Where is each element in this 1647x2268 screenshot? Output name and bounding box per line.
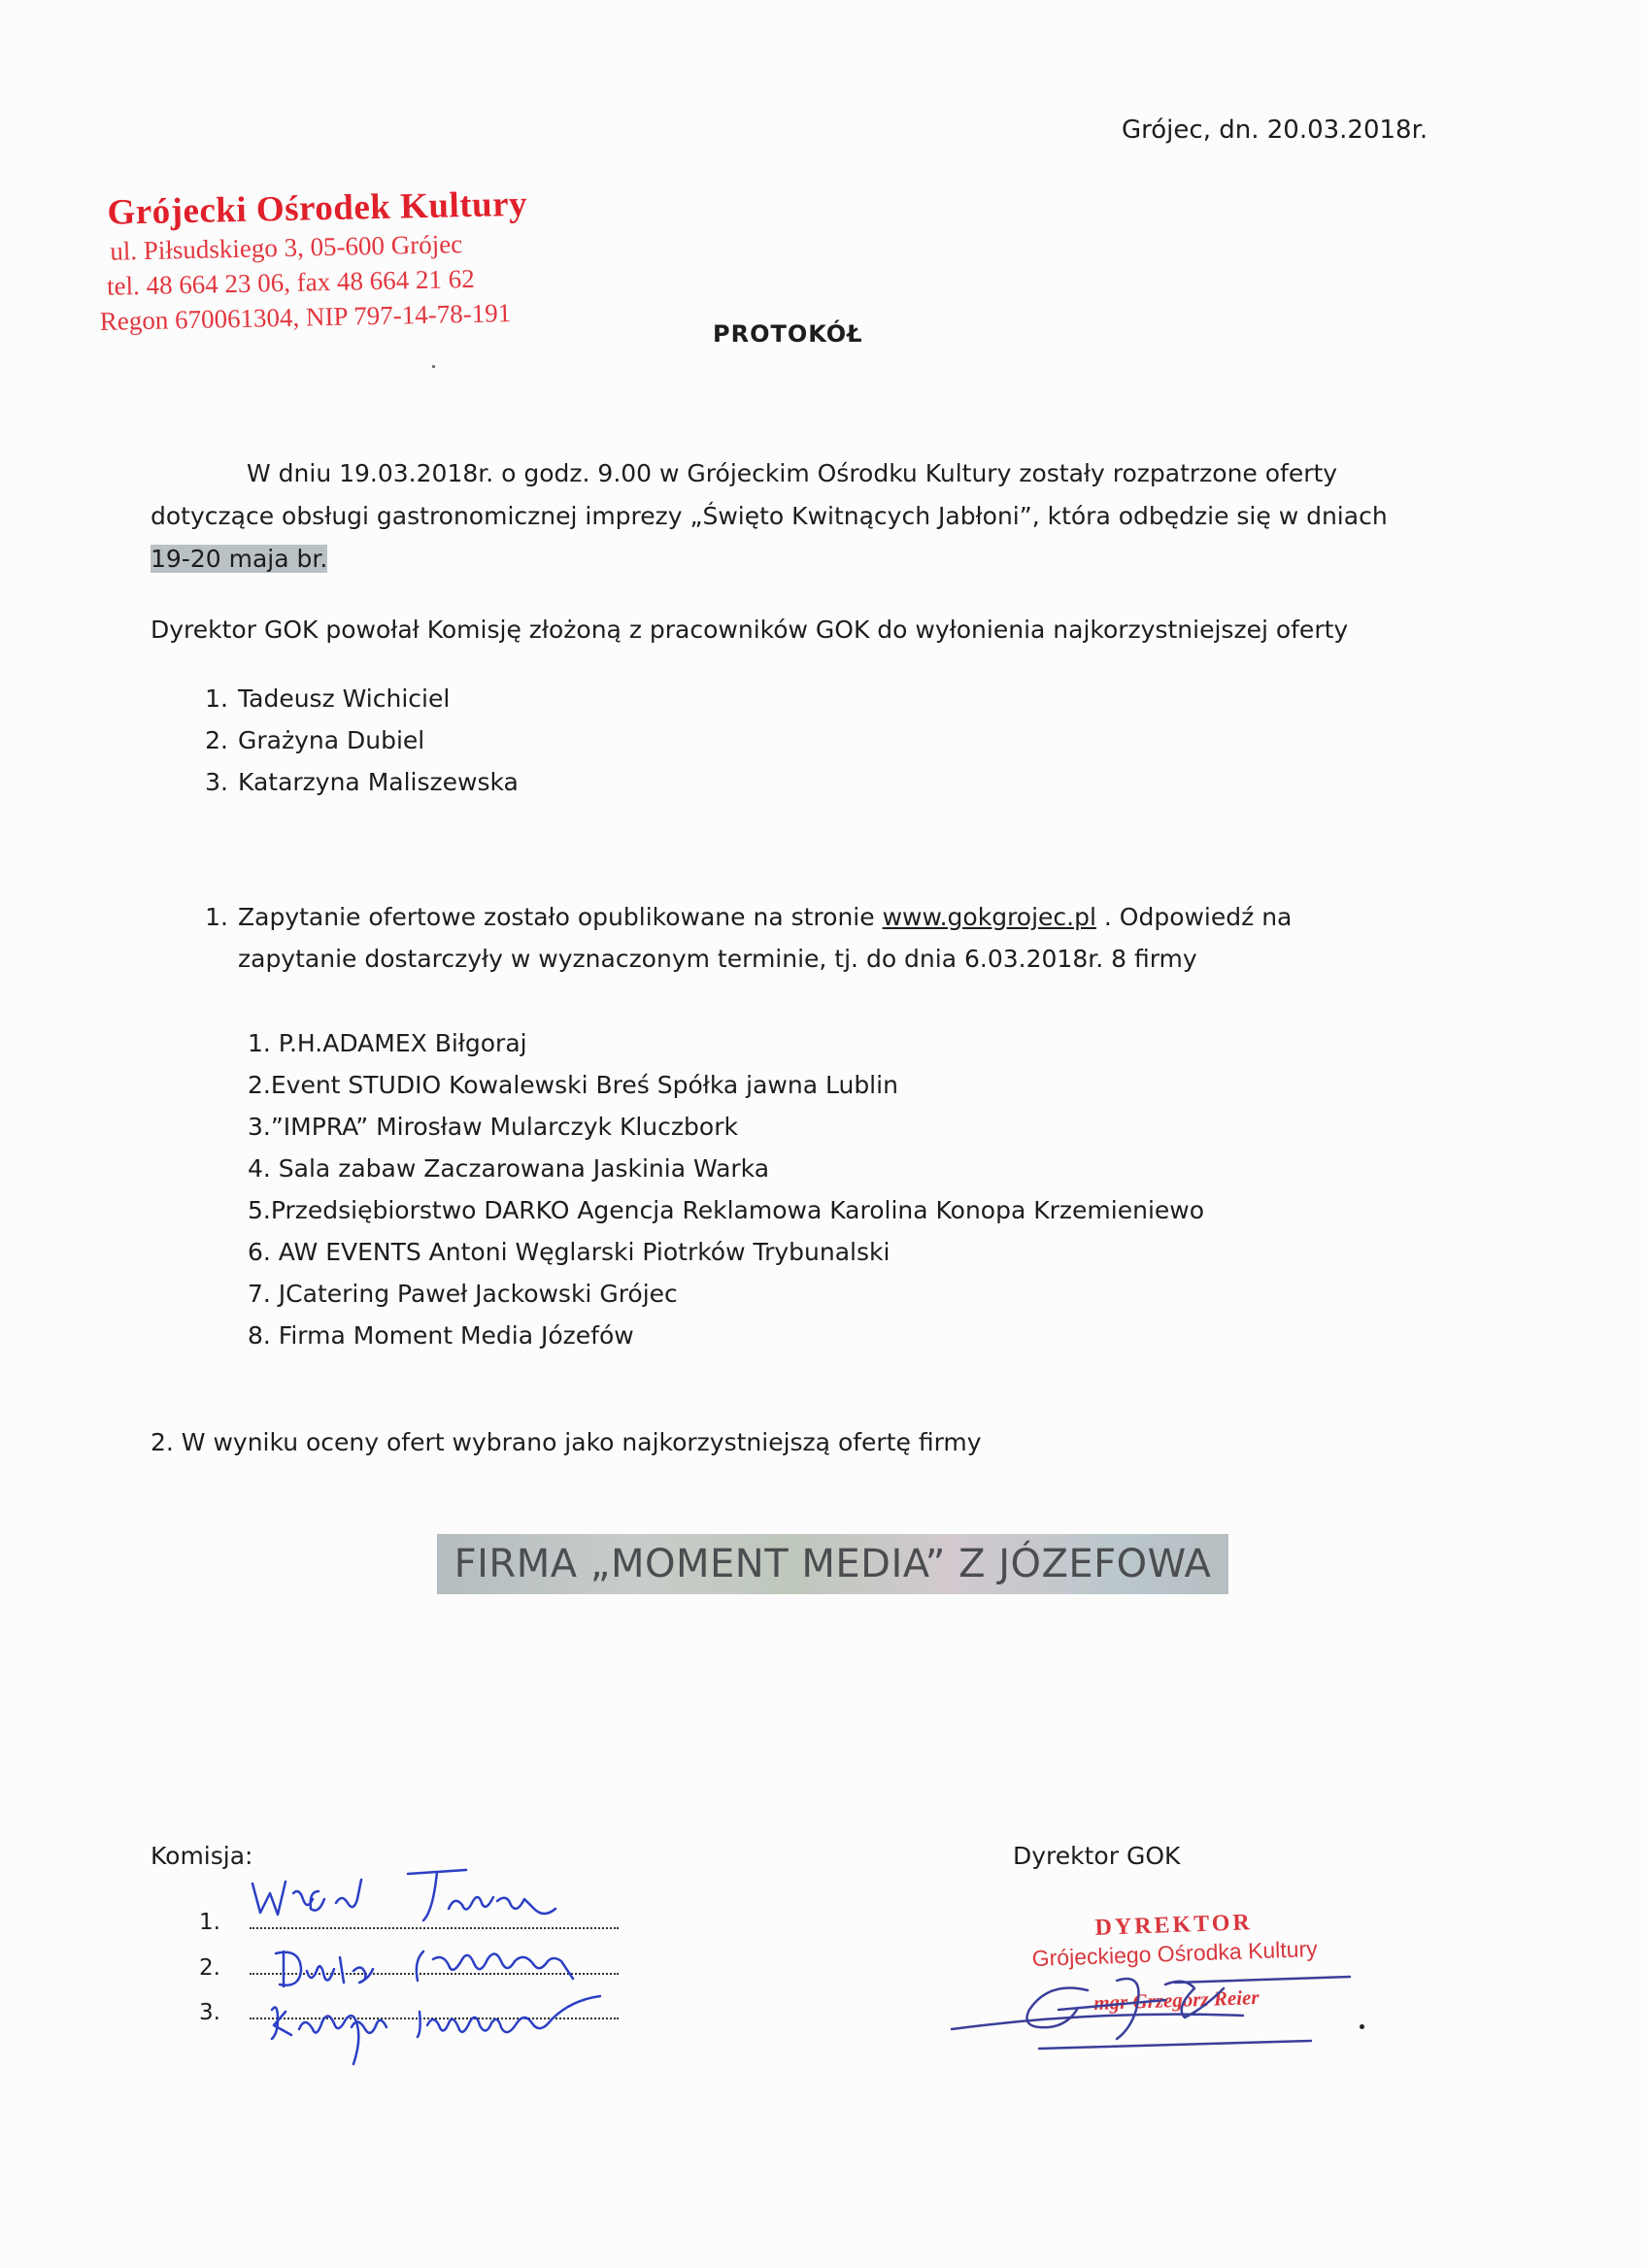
firm-item: 4. Sala zabaw Zaczarowana Jaskinia Warka xyxy=(248,1154,770,1183)
director-stamp-org: Grójeckiego Ośrodka Kultury xyxy=(1031,1935,1319,1972)
director-stamp-title: DYREKTOR xyxy=(1094,1910,1254,1941)
firm-item: 2.Event STUDIO Kowalewski Breś Spółka jawna Lublin xyxy=(248,1071,898,1099)
firm-item: 5.Przedsiębiorstwo DARKO Agencja Reklamowa Karolina Konopa Krzemieniewo xyxy=(248,1196,1205,1224)
dyrektor-label: Dyrektor GOK xyxy=(1013,1842,1181,1870)
signature-row: 2. xyxy=(199,1955,619,1981)
intro-text: W dniu 19.03.2018r. o godz. 9.00 w Grójeckim Ośrodku Kultury zostały rozpatrzone oferty dotyczące obsługi gastronomicznej imprezy „Święto Kwitnących Jabłoni”, która odbędzie się w dniach xyxy=(151,459,1388,530)
intro-highlight-dates: 19-20 maja br. xyxy=(151,545,328,573)
document-page: Grójec, dn. 20.03.2018r. Grójecki Ośrodek Kultury ul. Piłsudskiego 3, 05-600 Grójec tel. 48 664 23 06, fax 48 664 21 62 Regon 670061304, NIP 797-14-78-191 PROTOKÓŁ W dniu 19.03.2018r. o godz. 9.00 w Grójeckim Ośrodku Kultury zostały rozpatrzone oferty dotyczące obsługi gastronomicznej imprezy „Święto Kwitnących Jabłoni”, która odbędzie się w dniach 19-20 maja br. Dyrektor GOK powołał Komisję złożoną z pracowników GOK do wyłonienia najkorzystniejszej oferty 1. Tadeusz Wichiciel 2. Grażyna Dubiel 3. Katarzyna Maliszewska 1. Zapytanie ofertowe zostało opublikowane na stronie www.gokgrojec.pl . Odpowiedź na zapytanie dostarczyły w wyznaczonym terminie, tj. do dnia 6.03.2018r. 8 firmy 1. P.H.ADAMEX Biłgoraj 2.Event STUDIO Kowalewski Breś Spółka jawna Lublin 3.”IMPRA” Mirosław Mularczyk Kluczbork 4. Sala zabaw Zaczarowana Jaskinia Warka 5.Przedsiębiorstwo DARKO Agencja Reklamowa Karolina Konopa Krzemieniewo 6. AW EVENTS Antoni Węglarski Piotrków Trybunalski 7. JCatering Paweł Jackowski Grójec 8. Firma Moment Media Józefów 2. W wyniku oceny ofert wybrano jako najkorzystniejszą ofertę firmy FIRMA „MOMENT MEDIA” Z JÓZEFOWA Komisja: Dyrektor GOK 1. 2. 3. DYREKTOR Grójeckiego Ośrodka Kultury mgr Grzegorz Reier xyxy=(0,0,1647,2268)
firm-item: 3.”IMPRA” Mirosław Mularczyk Kluczbork xyxy=(248,1113,738,1141)
committee-signatures xyxy=(243,1845,689,2068)
firm-item: 8. Firma Moment Media Józefów xyxy=(248,1321,634,1350)
stamp-phone: tel. 48 664 23 06, fax 48 664 21 62 xyxy=(106,263,475,301)
intro-paragraph xyxy=(151,452,1432,581)
firm-item: 7. JCatering Paweł Jackowski Grójec xyxy=(248,1280,678,1308)
director-signature xyxy=(942,1951,1369,2068)
firm-item: 1. P.H.ADAMEX Biłgoraj xyxy=(248,1029,527,1057)
point-one-text: Zapytanie ofertowe zostało opublikowane na stronie xyxy=(238,903,883,931)
firm-item: 6. AW EVENTS Antoni Węglarski Piotrków Trybunalski xyxy=(248,1238,891,1266)
website-link[interactable]: www.gokgrojec.pl xyxy=(882,903,1096,931)
point-two: 2. W wyniku oceny ofert wybrano jako najkorzystniejszą ofertę firmy xyxy=(151,1428,982,1456)
scan-dot xyxy=(1360,2024,1364,2029)
director-stamp-name: mgr Grzegorz Reier xyxy=(1092,1985,1260,2015)
winner-banner: FIRMA „MOMENT MEDIA” Z JÓZEFOWA xyxy=(437,1534,1228,1594)
stamp-org-name: Grójecki Ośrodek Kultury xyxy=(107,183,528,233)
komisja-label: Komisja: xyxy=(151,1842,253,1870)
stamp-ids: Regon 670061304, NIP 797-14-78-191 xyxy=(99,298,512,336)
document-date: Grójec, dn. 20.03.2018r. xyxy=(1122,116,1429,145)
signature-row: 1. xyxy=(199,1910,619,1935)
organization-stamp xyxy=(97,183,556,339)
director-appointment-line: Dyrektor GOK powołał Komisję złożoną z pracowników GOK do wyłonienia najkorzystniejszej oferty xyxy=(151,616,1349,644)
document-title: PROTOKÓŁ xyxy=(713,320,863,348)
point-one-line2: zapytanie dostarczyły w wyznaczonym terminie, tj. do dnia 6.03.2018r. 8 firmy xyxy=(238,945,1197,973)
stamp-address: ul. Piłsudskiego 3, 05-600 Grójec xyxy=(109,229,463,266)
point-one-number: 1. xyxy=(205,903,228,931)
scan-dot xyxy=(432,365,435,368)
signature-row: 3. xyxy=(199,2000,619,2025)
